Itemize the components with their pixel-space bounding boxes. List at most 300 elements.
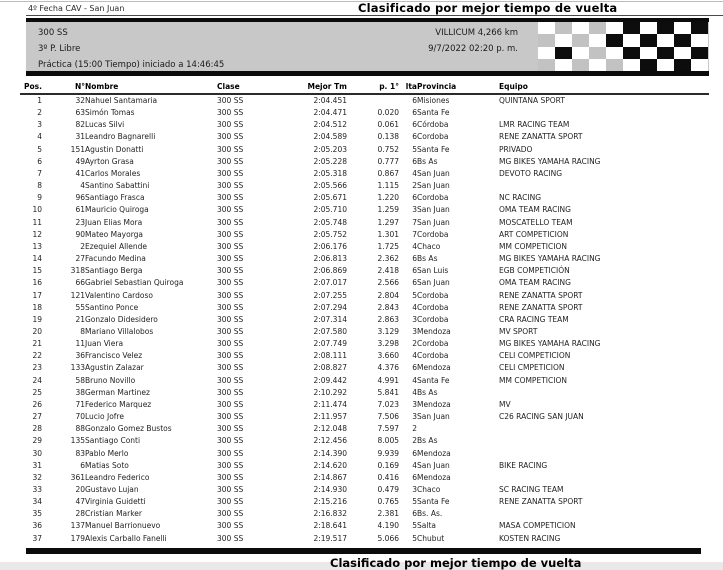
cell-equipo: RENE ZANATTA SPORT: [499, 132, 583, 142]
footer-title: Clasificado por mejor tiempo de vuelta: [330, 556, 582, 570]
table-row: [20, 338, 709, 350]
table-row: [20, 302, 709, 314]
cell-lta: 4: [412, 351, 417, 361]
table-row: [20, 508, 709, 520]
cell-name: Lucio Jofre: [85, 412, 124, 422]
cell-clase: 300 SS: [217, 181, 244, 191]
cell-prov: Chaco: [417, 485, 441, 494]
cell-prov: San Juan: [417, 278, 450, 288]
cell-pos: 19: [32, 314, 42, 324]
results-table: [20, 80, 709, 545]
flag-cell: [674, 59, 691, 71]
cell-clase: 300 SS: [217, 144, 244, 154]
cell-pos: 3: [37, 120, 42, 130]
table-row: [20, 448, 709, 460]
track-label: VILLICUM 4,266 km: [435, 28, 518, 38]
cell-num: 88: [75, 424, 85, 434]
cell-prov: San Juan: [417, 168, 450, 178]
cell-prov: Mendoza: [417, 448, 451, 458]
cell-p1: 0.752: [377, 144, 399, 154]
cell-prov: San Juan: [417, 181, 450, 191]
cell-pos: 5: [37, 144, 42, 154]
column-header-pos: Pos.: [20, 80, 42, 94]
cell-lta: 5: [412, 521, 417, 531]
flag-cell: [538, 34, 555, 46]
cell-equipo: [499, 448, 709, 460]
flag-cell: [674, 22, 691, 34]
cell-pos: 10: [32, 205, 42, 215]
cell-num: 28: [75, 509, 85, 519]
cell-p1: 0.416: [377, 472, 399, 482]
cell-equipo: [499, 387, 709, 399]
cell-num: 27: [75, 254, 85, 264]
cell-clase: 300 SS: [217, 120, 244, 130]
flag-cell: [555, 47, 572, 59]
cell-equipo: NC RACING: [499, 193, 542, 203]
cell-num: 135: [70, 436, 85, 446]
cell-equipo: RENE ZANATTA SPORT: [499, 302, 583, 312]
cell-clase: 300 SS: [217, 460, 244, 470]
cell-lta: 6: [412, 120, 417, 130]
table-row: [20, 192, 709, 204]
table-row: [20, 204, 709, 216]
cell-clase: 300 SS: [217, 278, 244, 288]
cell-pos: 31: [32, 460, 42, 470]
flag-cell: [589, 59, 606, 71]
table-row: [20, 217, 709, 229]
cell-lta: 3: [412, 412, 417, 422]
cell-num: 63: [75, 108, 85, 118]
table-row: [20, 314, 709, 326]
table-row: [20, 94, 709, 107]
cell-p1: 2.863: [377, 314, 399, 324]
cell-lta: 6: [412, 509, 417, 519]
cell-mejor: 2:04.451: [313, 96, 347, 105]
cell-num: 318: [70, 266, 85, 276]
cell-name: Valentino Cardoso: [85, 290, 153, 300]
table-row: [20, 496, 709, 508]
cell-p1: 0.479: [377, 485, 399, 494]
cell-p1: 5.066: [377, 533, 399, 543]
cell-mejor: 2:05.203: [313, 144, 347, 154]
cell-p1: 1.220: [377, 193, 399, 203]
cell-pos: 21: [32, 339, 42, 349]
cell-lta: 7: [412, 229, 417, 239]
cell-num: 49: [75, 156, 85, 166]
flag-cell: [640, 34, 657, 46]
cell-prov: Bs As: [417, 254, 438, 264]
cell-lta: 5: [412, 533, 417, 543]
table-row: [20, 362, 709, 374]
column-header-lta: lta: [399, 80, 417, 94]
cell-clase: 300 SS: [217, 290, 244, 300]
cell-clase: 300 SS: [217, 326, 244, 336]
cell-name: Agustin Donatti: [85, 144, 144, 154]
flag-cell: [572, 59, 589, 71]
cell-p1: 3.129: [377, 326, 399, 336]
cell-lta: 6: [412, 132, 417, 142]
cell-pos: 35: [32, 509, 42, 519]
cell-prov: Santa Fe: [417, 497, 450, 507]
cell-name: Federico Marquez: [85, 399, 152, 409]
cell-p1: 1.301: [377, 229, 399, 239]
cell-equipo: MV SPORT: [499, 326, 538, 336]
cell-num: 11: [75, 339, 85, 349]
cell-num: 6: [80, 460, 85, 470]
cell-equipo: CELI CMPETICION: [499, 363, 565, 373]
table-row: [20, 472, 709, 484]
cell-mejor: 2:09.442: [313, 375, 347, 385]
cell-pos: 2: [37, 108, 42, 118]
cell-lta: 2: [412, 436, 417, 446]
footer-bar: [26, 548, 701, 554]
cell-name: Gonzalo Gomez Bustos: [85, 424, 172, 434]
column-header-p1: p. 1°: [347, 80, 399, 94]
cell-p1: 2.843: [377, 302, 399, 312]
cell-equipo: RENE ZANATTA SPORT: [499, 497, 583, 507]
cell-prov: San Juan: [417, 217, 450, 227]
cell-lta: 4: [412, 375, 417, 385]
session-label: 3º P. Libre: [38, 44, 81, 54]
cell-mejor: 2:05.752: [313, 229, 347, 239]
flag-cell: [623, 34, 640, 46]
cell-p1: 3.660: [377, 351, 399, 361]
cell-lta: 6: [412, 108, 417, 118]
cell-clase: 300 SS: [217, 132, 244, 142]
flag-cell: [691, 22, 708, 34]
cell-pos: 16: [32, 278, 42, 288]
cell-prov: Cordoba: [417, 351, 449, 361]
table-row: [20, 460, 709, 472]
flag-cell: [538, 47, 555, 59]
cell-prov: Mendoza: [417, 399, 451, 409]
cell-clase: 300 SS: [217, 217, 244, 227]
cell-name: Santiago Conti: [85, 436, 141, 446]
cell-prov: Bs. As.: [417, 509, 443, 519]
cell-num: 83: [75, 448, 85, 458]
cell-lta: 5: [412, 144, 417, 154]
cell-lta: 6: [412, 278, 417, 288]
cell-name: Leandro Bagnarelli: [85, 132, 156, 142]
table-row: [20, 156, 709, 168]
flag-cell: [691, 59, 708, 71]
cell-lta: 3: [412, 205, 417, 215]
cell-p1: 4.190: [377, 521, 399, 531]
cell-mejor: 2:05.671: [313, 193, 347, 203]
cell-pos: 24: [32, 375, 42, 385]
cell-equipo: RENE ZANATTA SPORT: [499, 290, 583, 300]
cell-mejor: 2:19.517: [313, 533, 347, 543]
flag-cell: [606, 22, 623, 34]
cell-clase: 300 SS: [217, 193, 244, 203]
flag-cell: [555, 59, 572, 71]
table-row: [20, 435, 709, 447]
cell-p1: 0.138: [377, 132, 399, 142]
cell-mejor: 2:07.749: [313, 339, 347, 349]
cell-name: Mateo Mayorga: [85, 229, 143, 239]
cell-num: 361: [70, 472, 85, 482]
cell-pos: 18: [32, 302, 42, 312]
cell-clase: 300 SS: [217, 533, 244, 543]
cell-num: 71: [75, 399, 85, 409]
cell-lta: 6: [412, 96, 417, 105]
cell-mejor: 2:05.748: [313, 217, 347, 227]
cell-lta: 2: [412, 181, 417, 191]
flag-cell: [589, 34, 606, 46]
cell-equipo: MASA COMPETICION: [499, 521, 576, 531]
cell-prov: Misiones: [417, 96, 450, 105]
cell-prov: Salta: [417, 521, 436, 531]
cell-prov: Córdoba: [417, 120, 449, 130]
cell-num: 133: [70, 363, 85, 373]
cell-name: Alexis Carballo Fanelli: [85, 533, 167, 543]
cell-lta: 3: [412, 485, 417, 494]
table-row: [20, 277, 709, 289]
cell-clase: 300 SS: [217, 314, 244, 324]
cell-clase: 300 SS: [217, 339, 244, 349]
cell-pos: 33: [32, 485, 42, 494]
cell-pos: 36: [32, 521, 42, 531]
cell-num: 32: [75, 96, 85, 105]
cell-pos: 11: [32, 217, 42, 227]
cell-pos: 34: [32, 497, 42, 507]
cell-clase: 300 SS: [217, 387, 244, 397]
table-row: [20, 144, 709, 156]
cell-equipo: BIKE RACING: [499, 460, 548, 470]
cell-num: 31: [75, 132, 85, 142]
cell-equipo: MM COMPETICION: [499, 241, 567, 251]
band-left-column: [38, 25, 224, 73]
cell-lta: 3: [412, 326, 417, 336]
cell-clase: 300 SS: [217, 521, 244, 531]
cell-p1: 1.115: [377, 181, 399, 191]
band-body: [26, 22, 709, 71]
cell-num: 8: [80, 326, 85, 336]
column-header-mejor: Mejor Tm: [287, 80, 347, 94]
cell-lta: 6: [412, 254, 417, 264]
cell-p1: 0.867: [377, 168, 399, 178]
table-header: [20, 80, 709, 94]
cell-p1: 0.061: [377, 120, 399, 130]
cell-prov: Cordoba: [417, 314, 449, 324]
cell-p1: 2.418: [377, 266, 399, 276]
cell-name: Pablo Merlo: [85, 448, 129, 458]
cell-equipo: ART COMPETICION: [499, 229, 569, 239]
cell-num: 96: [75, 193, 85, 203]
cell-equipo: [499, 107, 709, 119]
table-row: [20, 107, 709, 119]
cell-name: Santiago Frasca: [85, 193, 145, 203]
column-header-equipo: Equipo: [499, 80, 709, 94]
cell-p1: 0.169: [377, 460, 399, 470]
cell-name: Cristian Marker: [85, 509, 142, 519]
cell-num: 151: [70, 144, 85, 154]
flag-cell: [538, 59, 555, 71]
cell-mejor: 2:10.292: [313, 387, 347, 397]
cell-prov: [417, 423, 499, 435]
cell-mejor: 2:07.255: [313, 290, 347, 300]
cell-mejor: 2:05.710: [313, 205, 347, 215]
flag-cell: [674, 34, 691, 46]
cell-prov: Santa Fe: [417, 144, 450, 154]
cell-name: Nahuel Santamaria: [85, 96, 158, 105]
cell-name: Santino Ponce: [85, 302, 139, 312]
cell-p1: 8.005: [377, 436, 399, 446]
cell-clase: 300 SS: [217, 375, 244, 385]
flag-cell: [623, 59, 640, 71]
cell-equipo: CRA RACING TEAM: [499, 314, 569, 324]
table-row: [20, 375, 709, 387]
cell-p1: 7.506: [377, 412, 399, 422]
cell-mejor: 2:12.456: [313, 436, 347, 446]
flag-cell: [589, 22, 606, 34]
flag-cell: [538, 22, 555, 34]
cell-name: Santiago Berga: [85, 266, 143, 276]
page-title: Clasificado por mejor tiempo de vuelta: [358, 1, 618, 15]
cell-equipo: EGB COMPETICIÓN: [499, 266, 570, 276]
cell-mejor: 2:05.318: [313, 168, 347, 178]
cell-pos: 6: [37, 156, 42, 166]
table-row: [20, 180, 709, 192]
cell-equipo: PRIVADO: [499, 144, 533, 154]
cell-equipo: SC RACING TEAM: [499, 485, 564, 494]
cell-prov: Cordoba: [417, 290, 449, 300]
cell-clase: 300 SS: [217, 254, 244, 264]
cell-lta: 4: [412, 302, 417, 312]
cell-num: 4: [80, 181, 85, 191]
table-row: [20, 229, 709, 241]
cell-equipo: [499, 180, 709, 192]
cell-clase: 300 SS: [217, 436, 244, 446]
cell-lta: 6: [412, 193, 417, 203]
cell-name: Juan Elias Mora: [85, 217, 143, 227]
cell-num: 21: [75, 314, 85, 324]
cell-clase: 300 SS: [217, 448, 244, 458]
cell-clase: 300 SS: [217, 302, 244, 312]
cell-p1: 3.298: [377, 339, 399, 349]
cell-p1: 2.362: [377, 254, 399, 264]
cell-pos: 20: [32, 326, 42, 336]
cell-name: Simón Tomas: [85, 108, 135, 118]
cell-pos: 7: [37, 168, 42, 178]
cell-equipo: [499, 435, 709, 447]
cell-mejor: 2:14.867: [313, 472, 347, 482]
flag-cell: [691, 34, 708, 46]
cell-lta: 4: [412, 460, 417, 470]
cell-mejor: 2:07.314: [313, 314, 347, 324]
cell-prov: San Juan: [417, 205, 450, 215]
cell-mejor: 2:07.580: [313, 326, 347, 336]
cell-p1: 4.991: [377, 375, 399, 385]
flag-cell: [606, 47, 623, 59]
cell-prov: Bs As: [417, 387, 438, 397]
cell-clase: 300 SS: [217, 497, 244, 507]
cell-mejor: 2:07.017: [313, 278, 347, 288]
cell-equipo: MG BIKES YAMAHA RACING: [499, 156, 601, 166]
cell-equipo: [499, 423, 709, 435]
cell-p1: 2.566: [377, 278, 399, 288]
cell-mejor: 2:11.474: [313, 399, 347, 409]
cell-lta: 4: [412, 387, 417, 397]
cell-clase: 300 SS: [217, 412, 244, 422]
cell-mejor: 2:11.957: [313, 412, 347, 422]
cell-num: 121: [70, 290, 85, 300]
flag-cell: [606, 34, 623, 46]
table-row: [20, 241, 709, 253]
cell-p1: 4.376: [377, 363, 399, 373]
cell-clase: 300 SS: [217, 509, 244, 519]
cell-lta: 3: [412, 399, 417, 409]
cell-mejor: 2:06.813: [313, 254, 347, 264]
cell-pos: 25: [32, 387, 42, 397]
cell-lta: 2: [412, 339, 417, 349]
cell-equipo: MOSCATELLO TEAM: [499, 217, 573, 227]
column-header-num: N°: [42, 80, 85, 94]
cell-name: Mauricio Quiroga: [85, 205, 149, 215]
cell-lta: 2: [412, 424, 417, 434]
table-row: [20, 168, 709, 180]
cell-lta: 7: [412, 217, 417, 227]
table-row: [20, 484, 709, 496]
cell-num: 82: [75, 120, 85, 130]
cell-equipo: CELI COMPETICION: [499, 351, 571, 361]
cell-pos: 17: [32, 290, 42, 300]
cell-clase: 300 SS: [217, 351, 244, 361]
cell-clase: 300 SS: [217, 96, 244, 105]
cell-pos: 37: [32, 533, 42, 543]
cell-num: 2: [80, 241, 85, 251]
table-row: [20, 387, 709, 399]
flag-cell: [657, 59, 674, 71]
column-header-clase: Clase: [217, 80, 287, 94]
flag-cell: [572, 22, 589, 34]
cell-name: Matias Soto: [85, 460, 129, 470]
cell-lta: 6: [412, 156, 417, 166]
flag-cell: [657, 22, 674, 34]
cell-prov: Cordoba: [417, 193, 449, 203]
cell-pos: 13: [32, 241, 42, 251]
cell-mejor: 2:04.512: [313, 120, 347, 130]
cell-equipo: C26 RACING SAN JUAN: [499, 412, 584, 422]
cell-prov: San Luis: [417, 266, 449, 276]
cell-mejor: 2:05.228: [313, 156, 347, 166]
cell-p1: 7.023: [377, 399, 399, 409]
table-row: [20, 253, 709, 265]
table-row: [20, 131, 709, 143]
cell-prov: Cordoba: [417, 229, 449, 239]
table-row: [20, 290, 709, 302]
cell-p1: 1.297: [377, 217, 399, 227]
flag-cell: [606, 59, 623, 71]
flag-cell: [640, 59, 657, 71]
cell-num: 179: [70, 533, 85, 543]
cell-clase: 300 SS: [217, 485, 244, 494]
cell-mejor: 2:04.589: [313, 132, 347, 142]
cell-prov: Mendoza: [417, 363, 451, 373]
cell-num: 47: [75, 497, 85, 507]
flag-cell: [640, 47, 657, 59]
flag-cell: [555, 34, 572, 46]
cell-prov: Mendoza: [417, 472, 451, 482]
cell-clase: 300 SS: [217, 205, 244, 215]
cell-name: Manuel Barrionuevo: [85, 521, 161, 531]
cell-p1: 1.725: [377, 241, 399, 251]
cell-lta: 5: [412, 497, 417, 507]
table-row: [20, 350, 709, 362]
cell-equipo: OMA TEAM RACING: [499, 205, 571, 215]
cell-lta: 6: [412, 472, 417, 482]
cell-name: Bruno Novillo: [85, 375, 136, 385]
